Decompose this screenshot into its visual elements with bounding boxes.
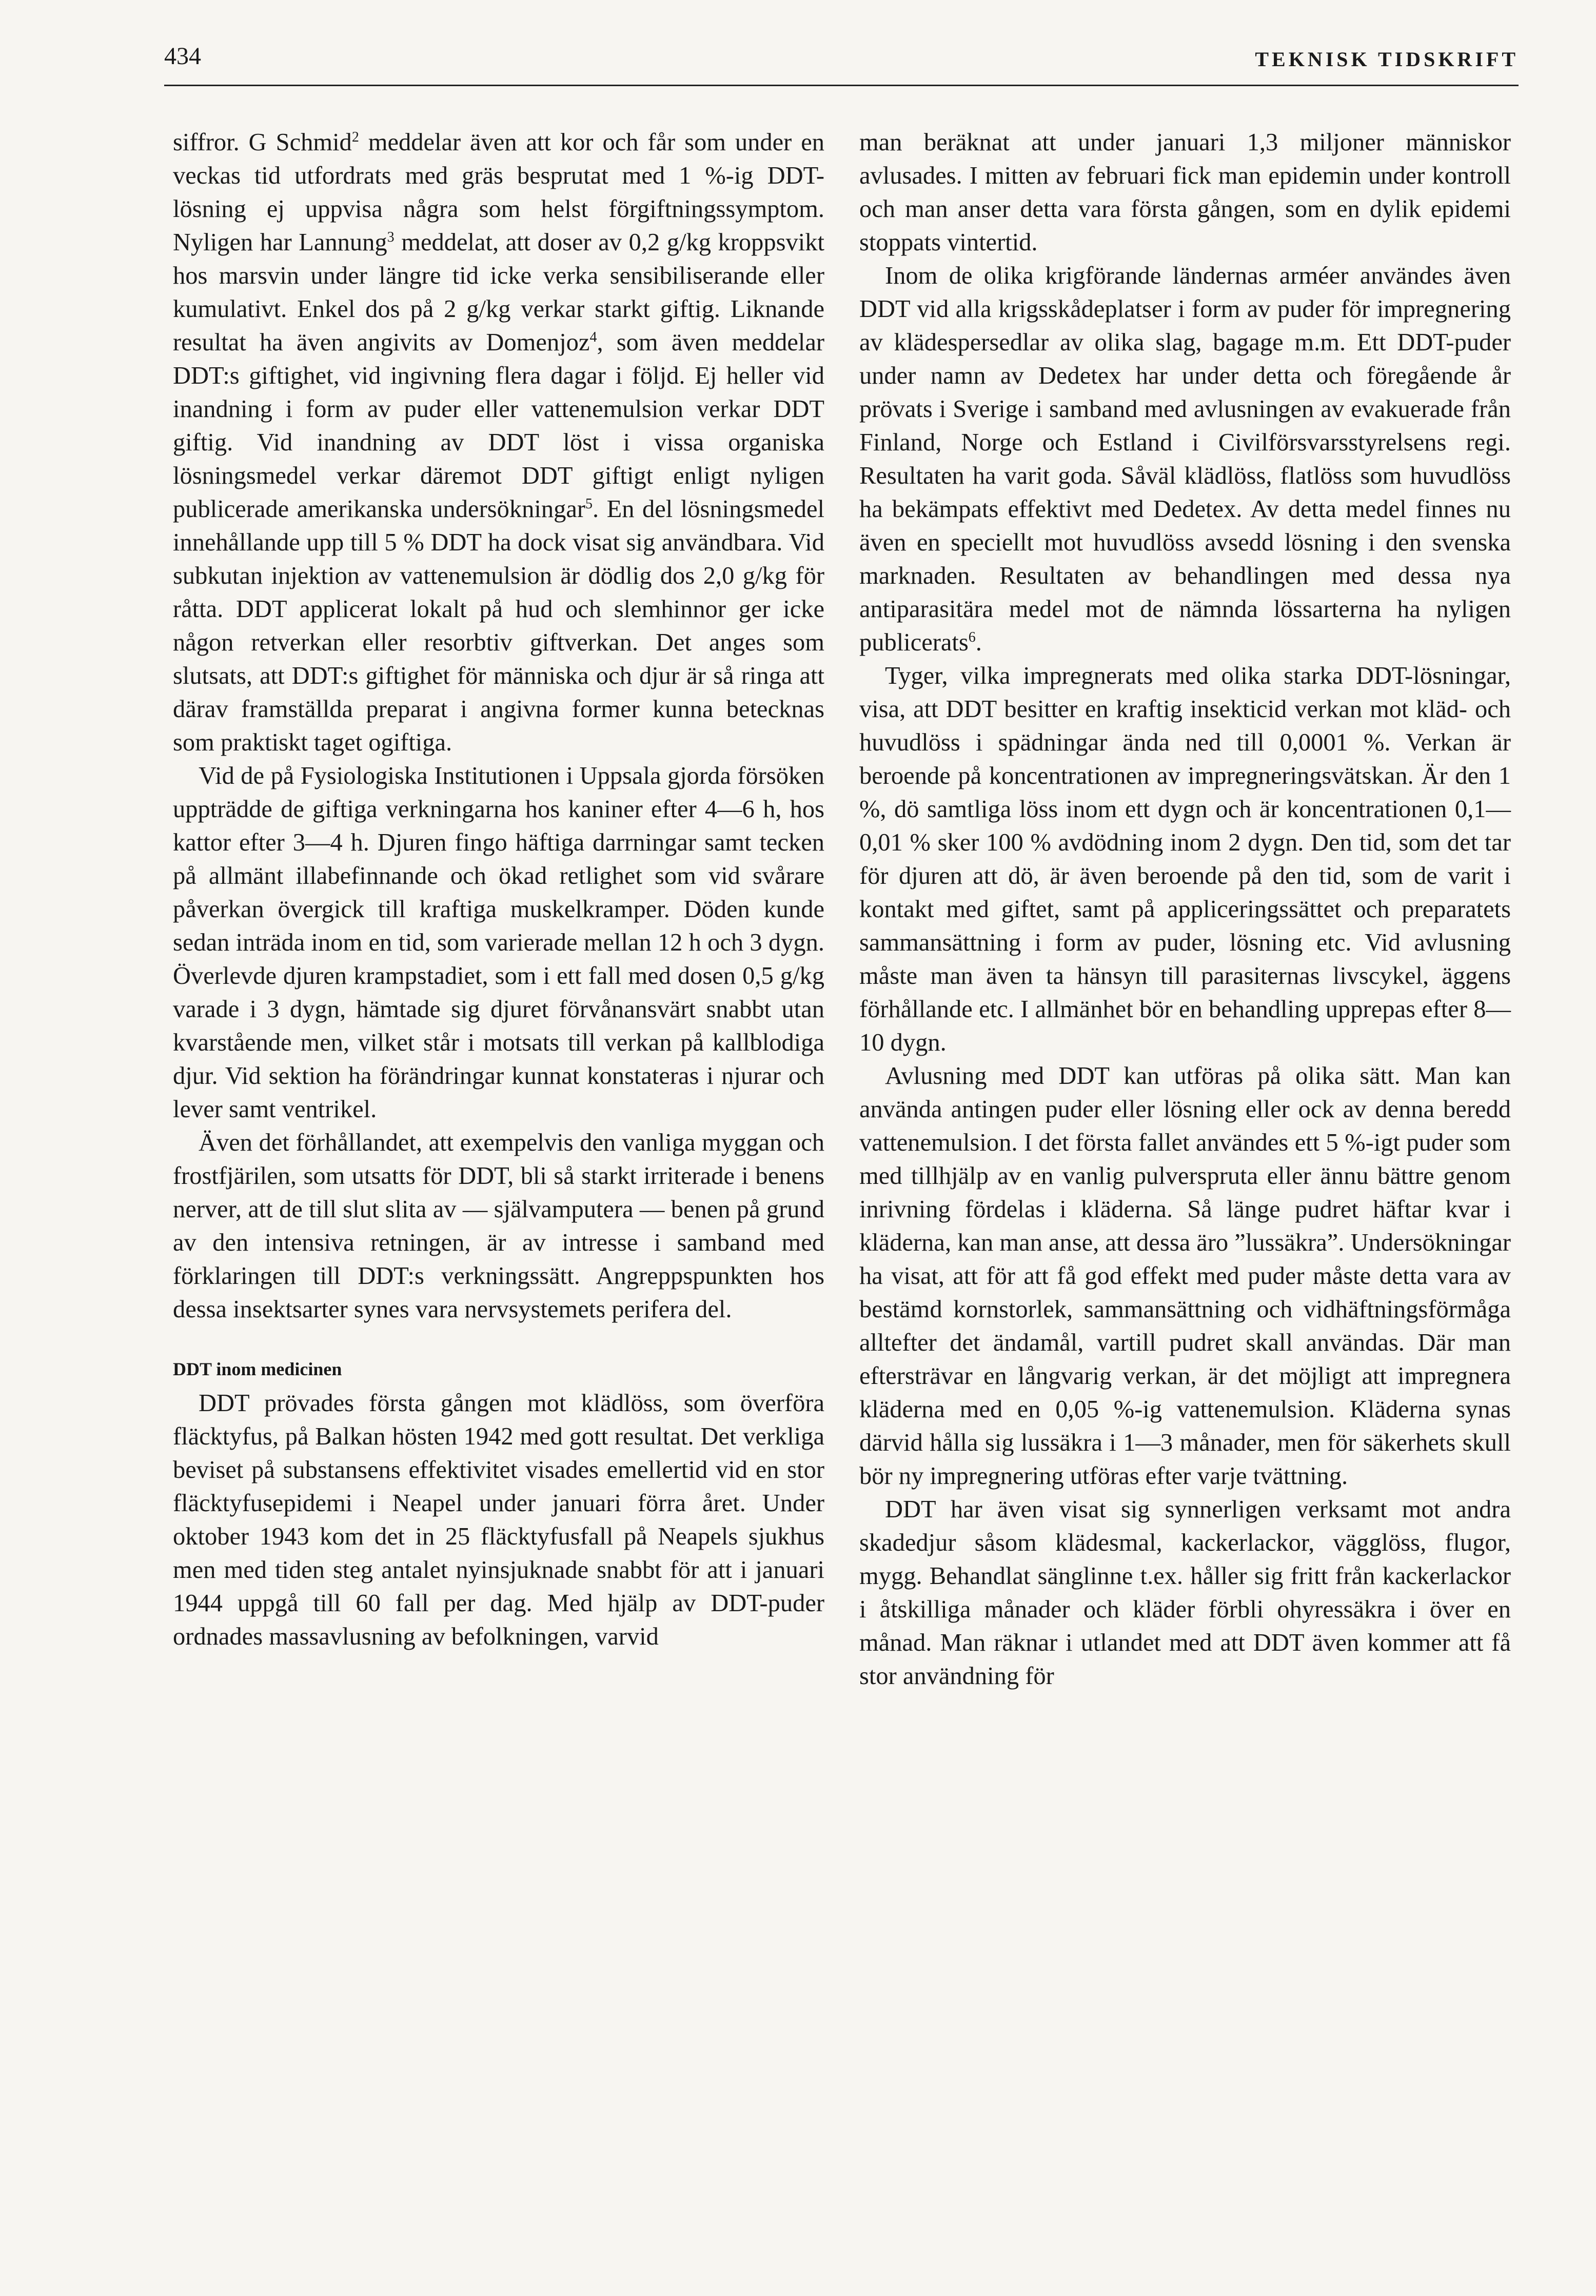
paragraph: Avlusning med DDT kan utföras på olika sätt. Man kan använda antingen puder eller lösning eller ock av denna beredd vattenemulsion. I det första fallet användes ett 5 %-igt puder som med tillhjälp av en vanlig pulverspruta eller ännu bättre genom inrivning fördelas i kläderna. Så länge pudret häftar kvar i kläderna, kan man anse, att dessa äro ”lussäkra”. Undersökningar ha visat, att för att få god effekt med puder måste detta vara av bestämd kornstorlek, sammansättning och vidhäftningsförmåga alltefter det ändamål, vartill pudret skall användas. Där man eftersträvar en långvarig verkan, är det möjligt att impregnera kläderna med en 0,05 %-ig vattenemulsion. Kläderna synas därvid hålla sig lussäkra i 1—3 månader, men för säkerhets skull bör ny impregnering utföras efter varje tvättning. — [859, 1062, 1511, 1490]
paragraph: DDT har även visat sig synnerligen verksamt mot andra skadedjur såsom klädesmal, kackerlackor, vägglöss, flugor, mygg. Behandlat sänglinne t.ex. håller sig fritt från kackerlackor i åtskilliga månader och kläder förbli ohyressäkra i över en månad. Man räknar i utlandet med att DDT även kommer att få stor användning för — [859, 1496, 1511, 1690]
journal-title: TEKNISK TIDSKRIFT — [1255, 48, 1519, 71]
page-number: 434 — [164, 43, 201, 70]
section-heading: DDT inom medicinen — [173, 1359, 342, 1379]
reference-marker: 5 — [585, 496, 593, 512]
reference-marker: 2 — [351, 129, 359, 145]
page-header — [164, 38, 1519, 86]
paragraph: DDT prövades första gången mot klädlöss, som överföra fläcktyfus, på Balkan hösten 1942 med gott resultat. Det verkliga beviset på substansens effektivitet visades emellertid vid en stor fläcktyfusepidemi i Neapel under januari förra året. Under oktober 1943 kom det in 25 fläcktyfusfall på Neapels sjukhus men med tiden steg antalet nyinsjuknade snabbt för att i januari 1944 uppgå till 60 fall per dag. Med hjälp av DDT-puder ordnades massavlusning av befolkningen, varvid — [173, 1390, 824, 1650]
paragraph: Även det förhållandet, att exempelvis den vanliga myggan och frostfjärilen, som utsatts för DDT, bli så starkt irriterade i benens nerver, att de till slut slita av — självamputera — benen på grund av den intensiva retningen, är av intresse i samband med förklaringen till DDT:s verkningssätt. Angreppspunkten hos dessa insektsarter synes vara nervsystemets perifera del. — [173, 1129, 824, 1323]
paragraph: man beräknat att under januari 1,3 miljoner människor avlusades. I mitten av februari fick man epidemin under kontroll och man anser detta vara första gången, som en dylik epidemi stoppats vintertid. — [859, 129, 1511, 256]
left-column — [173, 126, 824, 1653]
right-column — [859, 126, 1511, 1693]
paragraph: Tyger, vilka impregnerats med olika starka DDT-lösningar, visa, att DDT besitter en kraftig insekticid verkan mot kläd- och huvudlöss i spädningar ända ned till 0,0001 %. Verkan är beroende på koncentrationen av impregneringsvätskan. Är den 1 %, dö samtliga löss inom ett dygn och är koncentrationen 0,1—0,01 % sker 100 % avdödning inom 2 dygn. Den tid, som det tar för djuren att dö, är även beroende på den tid, som de varit i kontakt med giftet, samt på appliceringssättet och preparatets sammansättning i form av puder, lösning etc. Vid avlusning måste man även ta hänsyn till parasiternas livscykel, äggens förhållande etc. I allmänhet bör en behandling upprepas efter 8—10 dygn. — [859, 662, 1511, 1056]
paragraph: Vid de på Fysiologiska Institutionen i Uppsala gjorda försöken uppträdde de giftiga verkningarna hos kaniner efter 4—6 h, hos kattor efter 3—4 h. Djuren fingo häftiga darrningar samt tecken på allmänt illabefinnande och ökad retlighet som vid svårare påverkan övergick till kraftiga muskelkramper. Döden kunde sedan inträda inom en tid, som varierade mellan 12 h och 3 dygn. Överlevde djuren krampstadiet, som i ett fall med dosen 0,5 g/kg varade i 3 dygn, hämtade sig djuret förvånansvärt snabbt utan kvarstående men, vilket står i motsats till verkan på kallblodiga djur. Vid sektion ha förändringar kunnat konstateras i njurar och lever samt ventrikel. — [173, 762, 824, 1123]
reference-marker: 6 — [968, 629, 976, 645]
paragraph: Inom de olika krigförande ländernas arméer användes även DDT vid alla krigsskådeplatser i form av puder för impregnering av klädespersedlar av olika slag, bagage m.m. Ett DDT-puder under namn av Dedetex har under detta och föregående år prövats i Sverige i samband med avlusningen av evakuerade från Finland, Norge och Estland i Civilförsvarsstyrelsens regi. Resultaten ha varit goda. Såväl klädlöss, flatlöss som huvudlöss ha bekämpats effektivt med Dedetex. Av detta medel finnes nu även en speciellt mot huvudlöss avsedd lösning i den svenska marknaden. Resultaten av behandlingen med dessa nya antiparasitära medel mot de nämnda lössarterna ha nyligen publicerats$^6$. — [859, 262, 1511, 656]
reference-marker: 3 — [387, 229, 395, 245]
reference-marker: 4 — [589, 329, 597, 345]
paragraph: siffror. G Schmid$^2$ meddelar även att kor och får som under en veckas tid utfordrats med gräs besprutat med 1 %-ig DDT-lösning ej uppvisa några som helst förgiftningssymptom. Nyligen har Lannung$^3$ meddelat, att doser av 0,2 g/kg kroppsvikt hos marsvin under längre tid icke verka sensibiliserande eller kumulativt. Enkel dos på 2 g/kg verkar starkt giftig. Liknande resultat ha även angivits av Domenjoz$^4$, som även meddelar DDT:s giftighet, vid ingivning flera dagar i följd. Ej heller vid inandning i form av puder eller vattenemulsion verkar DDT giftig. Vid inandning av DDT löst i vissa organiska lösningsmedel verkar däremot DDT giftigt enligt nyligen publicerade amerikanska undersökningar$^5$. En del lösningsmedel innehållande upp till 5 % DDT ha dock visat sig användbara. Vid subkutan injektion av vattenemulsion är dödlig dos 2,0 g/kg för råtta. DDT applicerat lokalt på hud och slemhinnor ger icke någon retverkan eller resorbtiv giftverkan. Det anges som slutsats, att DDT:s giftighet för människa och djur är så ringa att därav framställda preparat i angivna former kunna betecknas som praktiskt taget ogiftiga. — [173, 129, 824, 756]
